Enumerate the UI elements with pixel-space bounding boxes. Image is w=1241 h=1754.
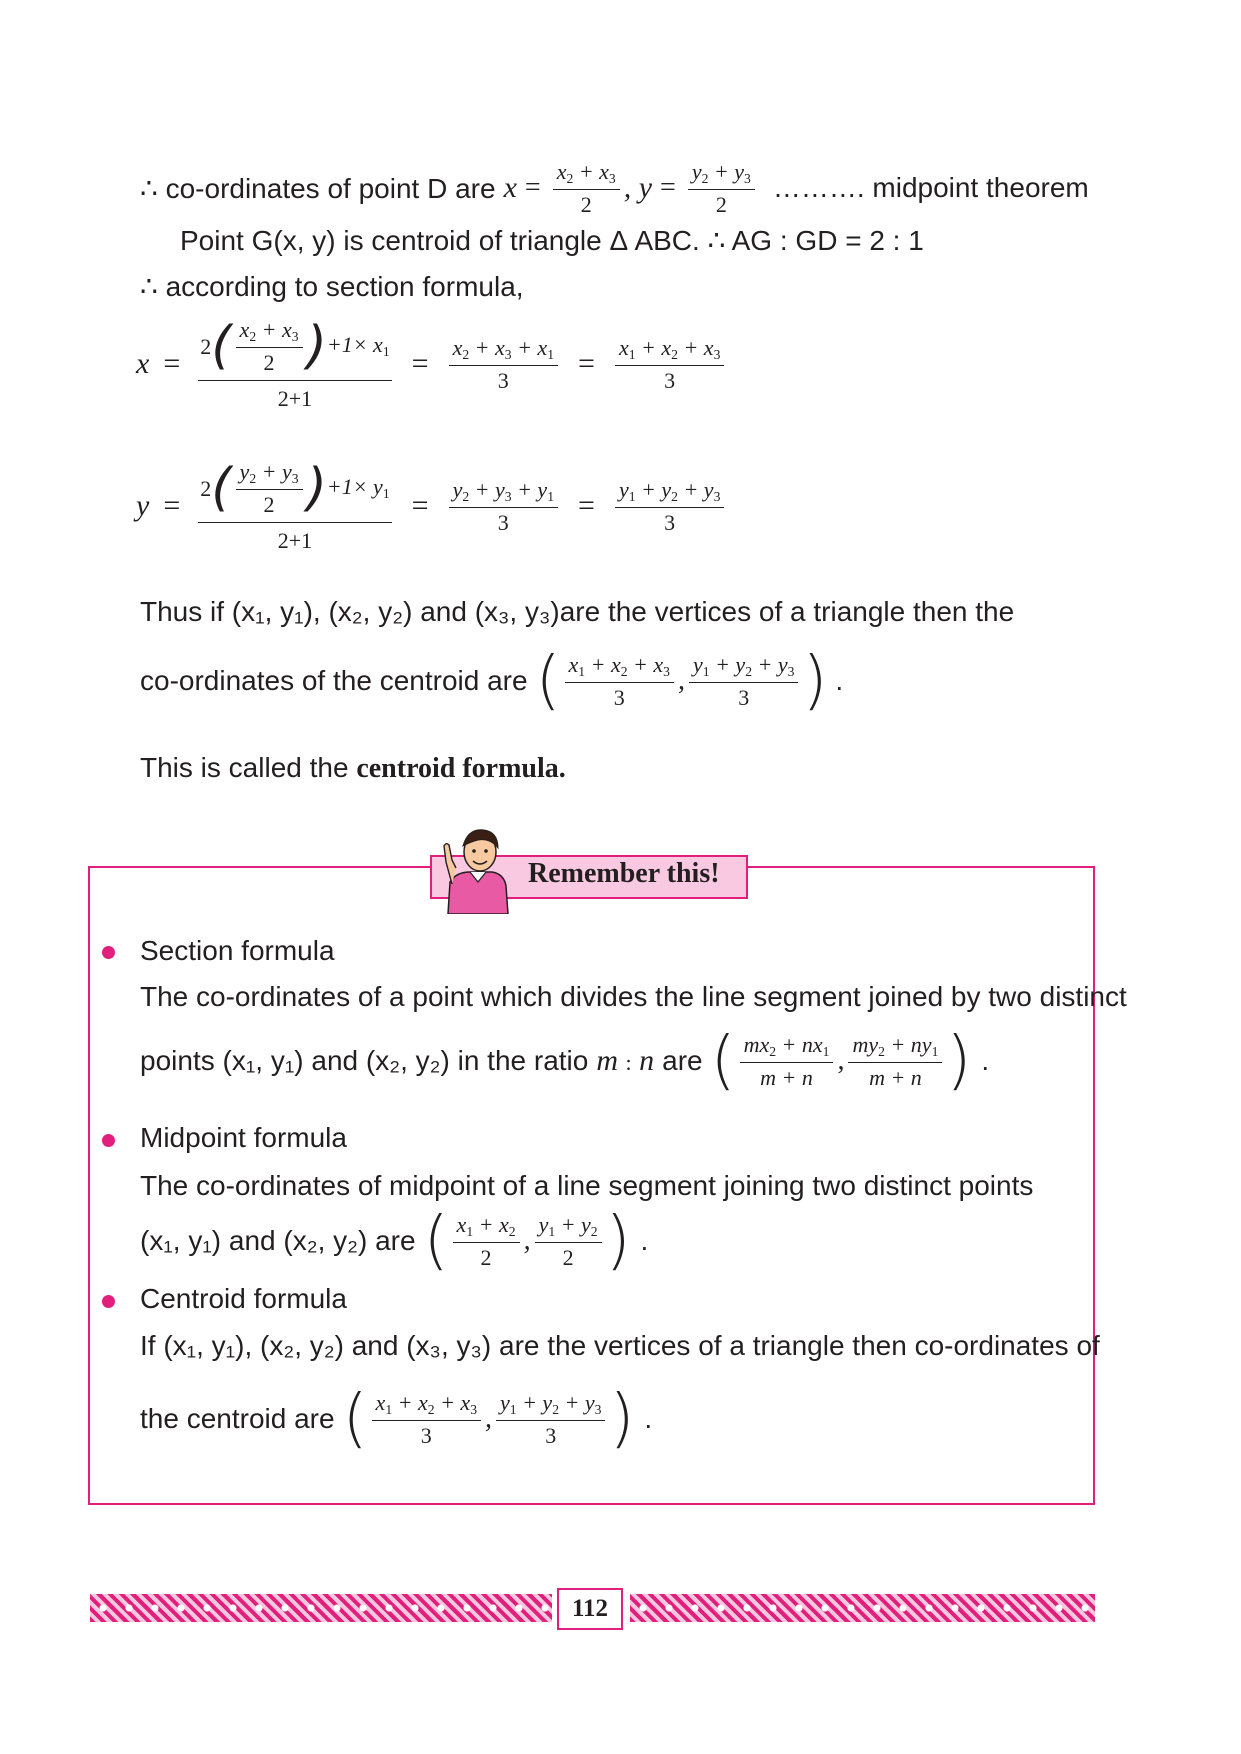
page-number: 112 <box>557 1588 623 1630</box>
equation-y: y = 2 ( $\frac{y_2 + y_3}{2}$ ) $+1\times y_1$ 2+1 = $\frac{y_2 + y_3 + y_1}{3}$ = $\frac{y_1 + y_2 + y_3}{3}$ <box>136 460 728 553</box>
line-section-formula: ∴ according to section formula, <box>140 271 524 302</box>
bullet-midpoint <box>102 1134 115 1147</box>
centroid-formula-term: centroid formula. <box>356 753 566 784</box>
remember-title: Remember this! <box>528 858 720 889</box>
line-centroid-g: Point G(x, y) is centroid of triangle Δ ABC. ∴ AG : GD = 2 : 1 <box>180 225 924 256</box>
equation-x: x = 2 ( $\frac{x_2 + x_3}{2}$ ) $+1\times x_1$ 2+1 = $\frac{x_2 + x_3 + x_1}{3}$ = $\frac{x_1 + x_2 + x_3}{3}$ <box>136 318 728 411</box>
line-point-d: ∴ co-ordinates of point D are x = $\frac{x_2 + x_3}{2}$ , y = $\frac{y_2 + y_3}{2}$ ………. midpoint theorem <box>140 159 1089 218</box>
midpoint-line-1: The co-ordinates of midpoint of a line segment joining two distinct points <box>140 1170 1034 1201</box>
section-line-1: The co-ordinates of a point which divides the line segment joined by two distinct <box>140 981 1127 1012</box>
footer-pattern-right <box>630 1594 1095 1622</box>
footer-pattern-left <box>90 1594 552 1622</box>
bullet-section <box>102 946 115 959</box>
thus-line-1: Thus if (x₁, y₁), (x₂, y₂) and (x₃, y₃)are the vertices of a triangle then the <box>140 596 1015 627</box>
centroid-line-1: If (x₁, y₁), (x₂, y₂) and (x₃, y₃) are the vertices of a triangle then co-ordinates of <box>140 1330 1100 1361</box>
centroid-line-2: the centroid are ( $\frac{x_1 + x_2 + x_3}{3}$ , $\frac{y_1 + y_2 + y_3}{3}$ ) . <box>140 1382 653 1456</box>
bullet-centroid <box>102 1295 115 1308</box>
section-line-2: points (x₁, y₁) and (x₂, y₂) in the ratio m : n are ( $\frac{mx_2 + nx_1}{m + n}$ , $\frac{my_2 + ny_1}{m + n}$ ) . <box>140 1024 990 1098</box>
cartoon-boy-illustration <box>440 822 516 914</box>
midpoint-theorem-note: ………. midpoint theorem <box>772 172 1089 204</box>
centroid-label: co-ordinates of the centroid are <box>140 665 528 696</box>
point-d-intro: ∴ co-ordinates of point D are <box>140 172 496 204</box>
thus-line-2: co-ordinates of the centroid are ( $\frac{x_1 + x_2 + x_3}{3}$ , $\frac{y_1 + y_2 + y_3}{3}$ ) . <box>140 644 844 718</box>
centroid-formula-note: This is called the centroid formula. <box>140 752 566 784</box>
section-heading: Section formula <box>140 935 335 966</box>
centroid-heading: Centroid formula <box>140 1283 347 1314</box>
midpoint-line-2: (x₁, y₁) and (x₂, y₂) are ( $\frac{x_1 + x_2}{2}$ , $\frac{y_1 + y_2}{2}$ ) . <box>140 1204 649 1278</box>
midpoint-heading: Midpoint formula <box>140 1122 347 1153</box>
